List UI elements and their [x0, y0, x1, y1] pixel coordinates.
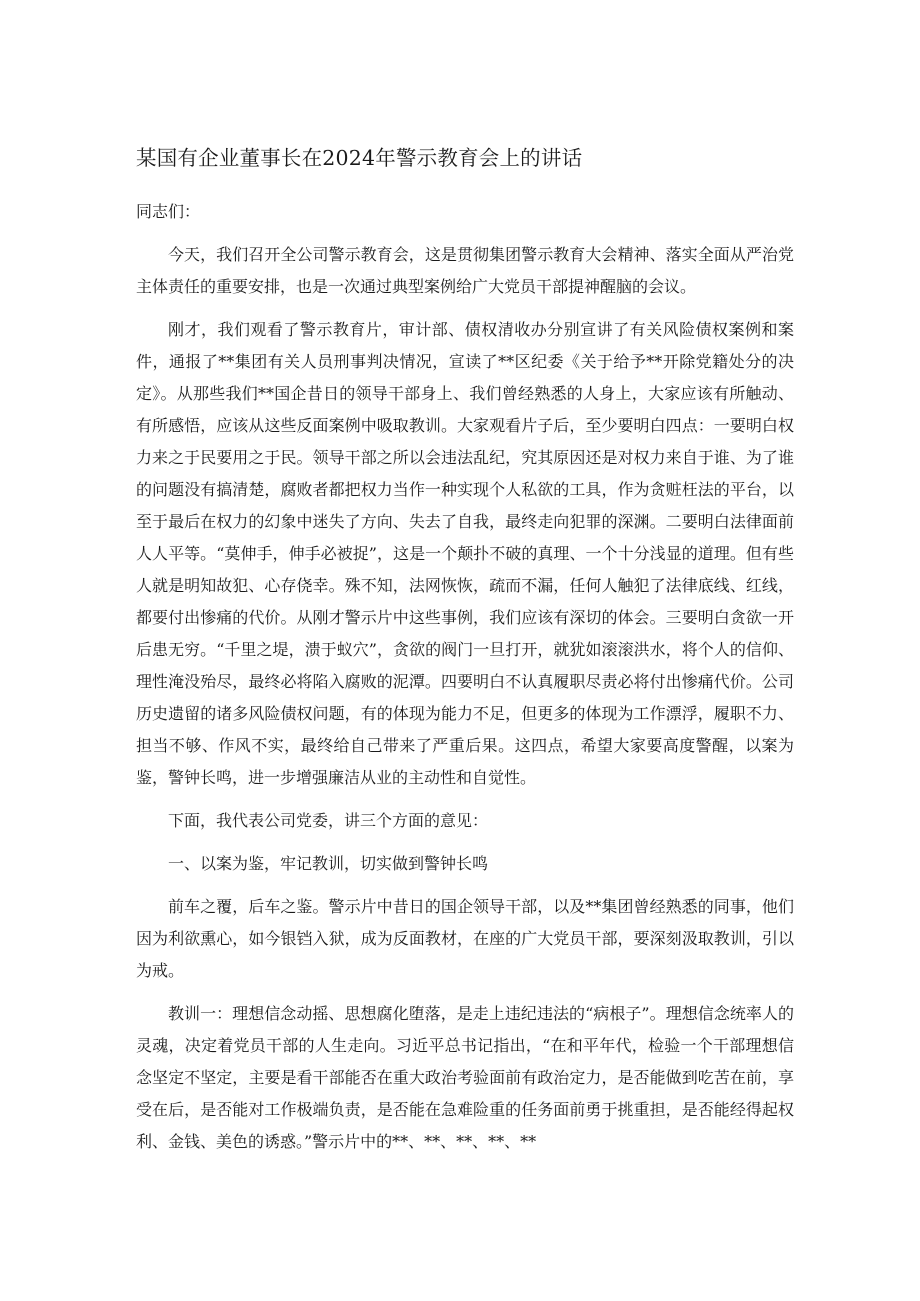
paragraph-transition: 下面，我代表公司党委，讲三个方面的意见：	[168, 811, 489, 830]
paragraph-lesson-one: 教训一：理想信念动摇、思想腐化堕落，是走上违纪违法的“病根子”。理想信念统率人的灵魂，决定着党员干部的人生走向。习近平总书记指出，“在和平年代，检验一个干部理想信念坚定不坚定，主要是看干部能否在重大政治考验面前有政治定力，是否能做到吃苦在前，享受在后，是否能对工作极端负责，是否能在急难险重的任务面前勇于挑重担，是否能经得起权利、金钱、美色的诱惑。”警示片中的**、**、**、**、**	[136, 1004, 794, 1151]
paragraph-opening: 今天，我们召开全公司警示教育会，这是贯彻集团警示教育大会精神、落实全面从严治党主体责任的重要安排，也是一次通过典型案例给广大党员干部提神醒脑的会议。	[136, 245, 794, 296]
document-title: 某国有企业董事长在2024年警示教育会上的讲话	[136, 146, 583, 170]
paragraph-four-points: 刚才，我们观看了警示教育片，审计部、债权清收办分别宣讲了有关风险债权案例和案件，通报了**集团有关人员刑事判决情况，宣读了**区纪委《关于给予**开除党籍处分的决定》。从那些我们**国企昔日的领导干部身上、我们曾经熟悉的人身上，大家应该有所触动、有所感悟，应该从这些反面案例中吸取教训。大家观看片子后，至少要明白四点：一要明白权力来之于民要用之于民。领导干部之所以会违法乱纪，究其原因还是对权力来自于谁、为了谁的问题没有搞清楚，腐败者都把权力当作一种实现个人私欲的工具，作为贪赃枉法的平台，以至于最后在权力的幻象中迷失了方向、失去了自我，最终走向犯罪的深渊。二要明白法律面前人人平等。“莫伸手，伸手必被捉”，这是一个颠扑不破的真理、一个十分浅显的道理。但有些人就是明知故犯、心存侥幸。殊不知，法网恢恢，疏而不漏，任何人触犯了法律底线、红线，都要付出惨痛的代价。从刚才警示片中这些事例，我们应该有深切的体会。三要明白贪欲一开后患无穷。“千里之堤，溃于蚁穴”，贪欲的阀门一旦打开，就犹如滚滚洪水，将个人的信仰、理性淹没殆尽，最终必将陷入腐败的泥潭。四要明白不认真履职尽责必将付出惨痛代价。公司历史遗留的诸多风险债权问题，有的体现为能力不足，但更多的体现为工作漂浮，履职不力、担当不够、作风不实，最终给自己带来了严重后果。这四点，希望大家要高度警醒，以案为鉴，警钟长鸣，进一步增强廉洁从业的主动性和自觉性。	[136, 320, 794, 787]
paragraph-lesson-intro: 前车之覆，后车之鉴。警示片中昔日的国企领导干部，以及**集团曾经熟悉的同事，他们因为利欲熏心，如今银铛入狱，成为反面教材，在座的广大党员干部，要深刻汲取教训，引以为戒。	[136, 897, 794, 980]
section-heading-1: 一、以案为鉴，牢记教训，切实做到警钟长鸣	[168, 854, 489, 873]
document-body	[136, 196, 794, 1169]
salutation: 同志们：	[136, 202, 201, 221]
